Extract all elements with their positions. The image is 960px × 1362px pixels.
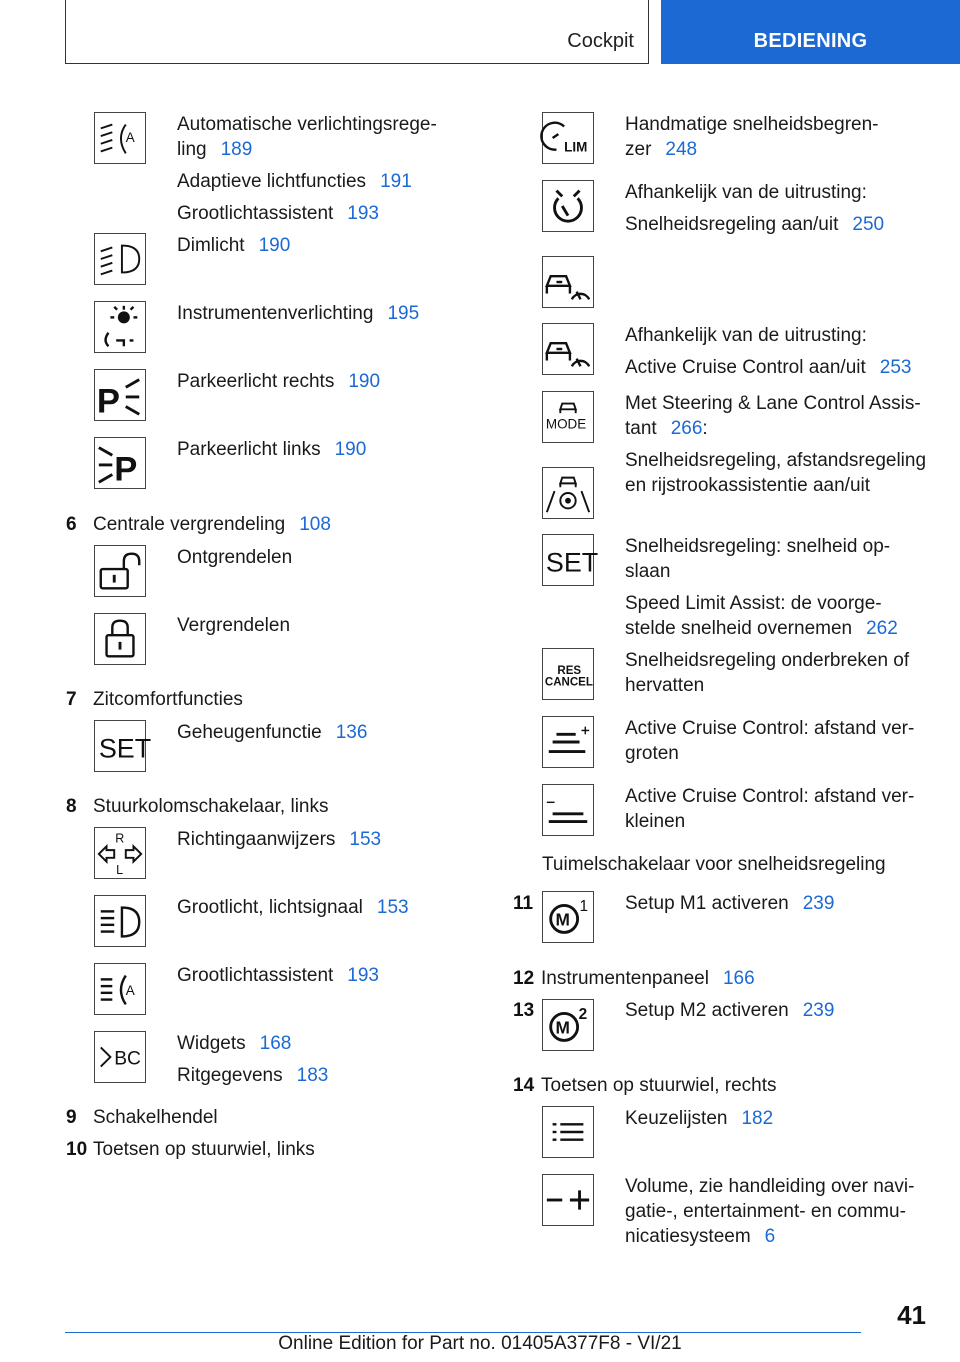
entry-adaptive-light: Adaptieve lichtfuncties 191 [177, 171, 412, 192]
item-number: 11 [513, 893, 534, 914]
high-beam-assistant-icon [94, 963, 146, 1015]
page-number: 41 [897, 1300, 926, 1330]
entry-save-speed-l2: slaan [625, 561, 671, 582]
entry-cruise-distance-lane-l1: Snelheidsregeling, afstandsregeling [625, 450, 927, 471]
svg-text:MODE: MODE [545, 416, 587, 432]
svg-text:L: L [116, 863, 124, 878]
entry-trip-data: Ritgegevens 183 [177, 1065, 329, 1086]
entry-lock: Vergrendelen [177, 615, 291, 636]
page-ref-link[interactable]: 6 [764, 1226, 776, 1247]
svg-text:RES: RES [557, 665, 582, 677]
entry-increase-distance-l1: Active Cruise Control: afstand ver- [625, 718, 915, 739]
svg-text:1: 1 [579, 898, 589, 916]
svg-text:A: A [125, 982, 135, 998]
page-ref-link[interactable]: 262 [866, 618, 898, 639]
svg-text:2: 2 [578, 1006, 588, 1024]
entry-cruise-distance-lane-l2: en rijstrookassistentie aan/uit [625, 475, 871, 496]
lock-icon [94, 613, 146, 665]
instrument-lighting-icon [94, 301, 146, 353]
item-steering-wheel-buttons-right: Toetsen op stuurwiel, rechts [541, 1075, 777, 1096]
entry-memory-function: Geheugenfunctie 136 [177, 722, 368, 743]
entry-volume-l1: Volume, zie handleiding over navi- [625, 1176, 915, 1197]
lane-assist-icon [542, 467, 594, 519]
entry-turn-signals: Richtingaanwijzers 153 [177, 829, 382, 850]
set-button-icon [542, 534, 599, 586]
page-ref-link[interactable]: 153 [349, 829, 382, 850]
entry-equipment-dependent: Afhankelijk van de uitrusting: [625, 182, 867, 203]
entry-increase-distance-l2: groten [625, 743, 679, 764]
item-number: 13 [513, 1000, 535, 1021]
item-number: 7 [66, 689, 77, 710]
entry-low-beam: Dimlicht 190 [177, 235, 291, 256]
chapter-tab[interactable] [661, 0, 960, 64]
distance-decrease-icon [542, 784, 594, 836]
acc-car-icon [542, 323, 594, 375]
page-ref-link[interactable]: 193 [347, 203, 379, 224]
entry-acc-onoff: Active Cruise Control aan/uit 253 [625, 357, 912, 378]
entry-high-beam-assistant: Grootlichtassistent 193 [177, 965, 379, 986]
item-number: 14 [513, 1075, 535, 1096]
entry-high-beam-assistant: Grootlichtassistent 193 [177, 203, 379, 224]
item-steering-column-switch-left: Stuurkolomschakelaar, links [93, 796, 329, 817]
item-number: 6 [66, 514, 77, 535]
page-ref-link[interactable]: 108 [299, 514, 331, 535]
entry-selection-lists: Keuzelijsten 182 [625, 1108, 774, 1129]
item-steering-wheel-buttons-left: Toetsen op stuurwiel, links [93, 1139, 315, 1160]
page-ref-link[interactable]: 239 [802, 893, 835, 914]
entry-interrupt-resume-l1: Snelheidsregeling onderbreken of [625, 650, 910, 671]
page-ref-link[interactable]: 190 [334, 439, 367, 460]
page-ref-link[interactable]: 182 [741, 1108, 774, 1129]
parking-light-right-icon [94, 369, 146, 421]
svg-text:LIM: LIM [564, 139, 588, 155]
cruise-control-icon [542, 180, 594, 232]
entry-steering-lane-control-l2: tant 266: [625, 418, 708, 439]
header-box [65, 0, 649, 64]
entry-volume-l2: gatie-, entertainment- en commu- [625, 1201, 906, 1222]
svg-text:BC: BC [114, 1048, 141, 1070]
entry-high-beam-flasher: Grootlicht, lichtsignaal 153 [177, 897, 409, 918]
unlock-icon [94, 545, 146, 597]
page-ref-link[interactable]: 136 [335, 722, 368, 743]
entry-steering-lane-control-l1: Met Steering & Lane Control Assis- [625, 393, 921, 414]
mode-icon [542, 391, 594, 443]
entry-automatic-lighting-l1: Automatische verlichtingsrege- [177, 114, 437, 135]
m1-button-icon [542, 891, 594, 943]
page-ref-link[interactable]: 248 [665, 139, 698, 160]
res-cancel-icon [542, 648, 594, 700]
entry-instrument-lighting: Instrumentenverlichting 195 [177, 303, 420, 324]
svg-text:M: M [555, 1017, 570, 1038]
distance-increase-icon [542, 716, 594, 768]
section-title: Cockpit [567, 30, 634, 52]
page-ref-link[interactable]: 253 [879, 357, 912, 378]
svg-text:R: R [115, 831, 125, 846]
page-ref-link[interactable]: 195 [387, 303, 420, 324]
low-beam-icon [94, 233, 146, 285]
volume-minus-plus-icon [542, 1174, 594, 1226]
entry-decrease-distance-l1: Active Cruise Control: afstand ver- [625, 786, 915, 807]
svg-text:P: P [96, 382, 121, 421]
bc-widget-icon [94, 1031, 146, 1083]
entry-save-speed-l1: Snelheidsregeling: snelheid op- [625, 536, 891, 557]
entry-speed-limit-assist-l1: Speed Limit Assist: de voorge- [625, 593, 882, 614]
entry-unlock: Ontgrendelen [177, 547, 293, 568]
entry-parking-light-left: Parkeerlicht links 190 [177, 439, 367, 460]
svg-text:A: A [125, 129, 135, 145]
memory-set-icon [94, 720, 152, 772]
entry-manual-speed-limiter-l1: Handmatige snelheidsbegren- [625, 114, 879, 135]
footer-edition: Online Edition for Part no. 01405A377F8 - VI/21 [278, 1333, 682, 1354]
entry-volume-l3: nicatiesysteem 6 [625, 1226, 776, 1247]
page-ref-link[interactable]: 189 [220, 139, 253, 160]
chapter-tab-label: BEDIENING [753, 30, 868, 52]
parking-light-left-icon [94, 437, 146, 489]
entry-widgets: Widgets 168 [177, 1033, 292, 1054]
item-number: 9 [66, 1107, 77, 1128]
entry-parking-light-right: Parkeerlicht rechts 190 [177, 371, 381, 392]
turn-signal-icon [94, 827, 146, 879]
entry-cruise-control-onoff: Snelheidsregeling aan/uit 250 [625, 214, 885, 235]
page-ref-link[interactable]: 168 [259, 1033, 292, 1054]
item-number: 12 [513, 968, 535, 989]
page-ref-link[interactable]: 193 [347, 965, 379, 986]
svg-text:SET: SET [545, 547, 599, 578]
svg-text:CANCEL: CANCEL [544, 676, 593, 689]
entry-setup-m1: Setup M1 activeren 239 [625, 893, 835, 914]
acc-car-icon [542, 256, 594, 308]
page-ref-link[interactable]: 183 [296, 1065, 329, 1086]
automatic-light-icon [94, 112, 146, 164]
entry-interrupt-resume-l2: hervatten [625, 675, 705, 696]
item-number: 8 [66, 796, 77, 817]
svg-text:SET: SET [98, 733, 152, 764]
item-central-locking: Centrale vergrendeling 108 [93, 514, 331, 535]
entry-rocker-switch: Tuimelschakelaar voor snelheidsregeling [542, 854, 886, 875]
entry-speed-limit-assist-l2: stelde snelheid overnemen 262 [625, 618, 898, 639]
entry-automatic-lighting-l2: ling 189 [177, 139, 253, 160]
page-ref-link[interactable]: 166 [722, 968, 755, 989]
page-ref-link[interactable]: 153 [376, 897, 409, 918]
page-ref-link[interactable]: 190 [258, 235, 291, 256]
m2-button-icon [542, 999, 594, 1051]
item-instrument-panel: Instrumentenpaneel 166 [541, 968, 755, 989]
page-ref-link[interactable]: 266 [670, 418, 703, 439]
entry-setup-m2: Setup M2 activeren 239 [625, 1000, 835, 1021]
page-ref-link[interactable]: 250 [852, 214, 885, 235]
item-number: 10 [66, 1139, 88, 1160]
svg-text:P: P [114, 450, 138, 489]
entry-decrease-distance-l2: kleinen [625, 811, 686, 832]
svg-text:M: M [555, 909, 570, 930]
list-icon [542, 1106, 594, 1158]
entry-equipment-dependent: Afhankelijk van de uitrusting: [625, 325, 867, 346]
entry-manual-speed-limiter-l2: zer 248 [625, 139, 698, 160]
page-ref-link[interactable]: 190 [348, 371, 381, 392]
speed-limiter-icon [542, 112, 594, 164]
high-beam-icon [94, 895, 146, 947]
page-ref-link[interactable]: 191 [380, 171, 412, 192]
item-gear-selector: Schakelhendel [93, 1107, 218, 1128]
item-seat-comfort: Zitcomfortfuncties [93, 689, 243, 710]
page-ref-link[interactable]: 239 [802, 1000, 835, 1021]
